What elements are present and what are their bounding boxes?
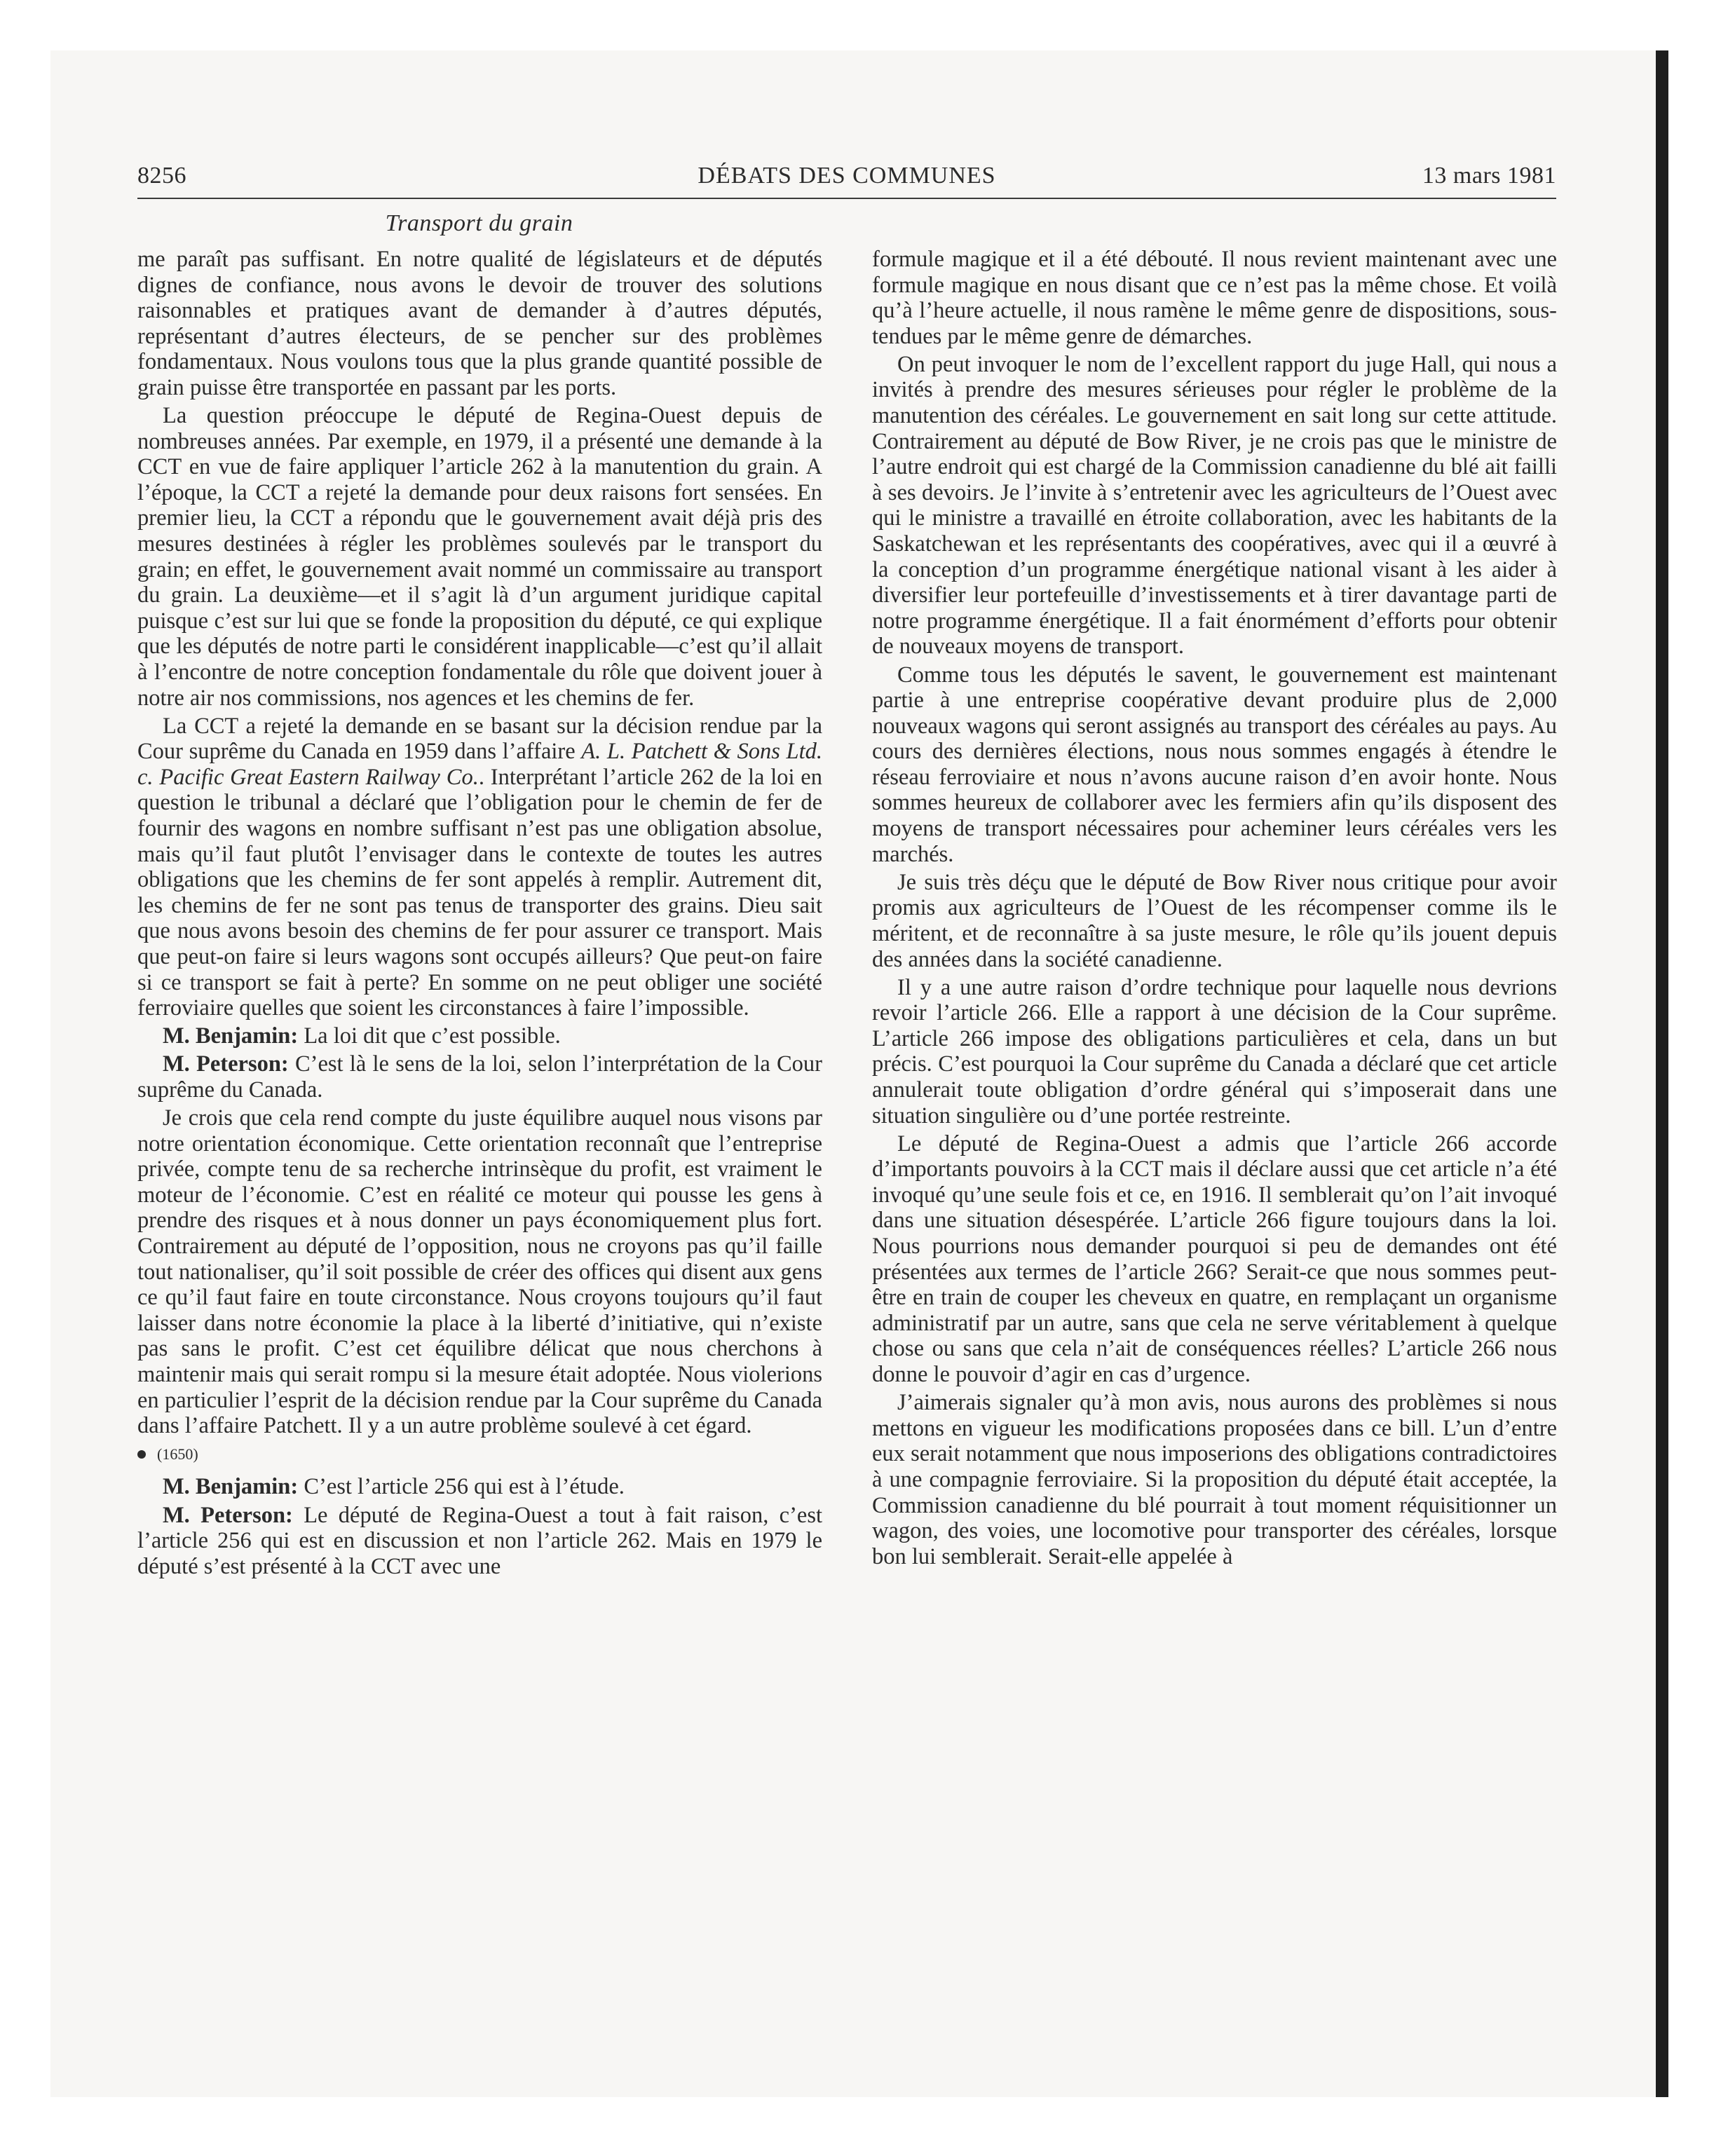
speaker-name: M. Peterson: [163,1502,293,1528]
speech-text: Le député de Regina-Ouest a tout à fait raison, c’est l’article 256 qui est en discussion et non l’article 262. Mais en 1979 le député s’est présenté à la CCT avec une [137,1502,823,1579]
paragraph: La question préoccupe le député de Regina-Ouest depuis de nombreuses années. Par exemple, en 1979, il a présenté une demande à la CCT en vue de faire appliquer l’article 262 à la manutention du grain. A l’époque, la CCT a rejeté la demande pour deux raisons fort sensées. En premier lieu, la CCT a répondu que le gouvernement avait déjà pris des mesures destinées à régler les problèmes soulevés par le transport du grain; en effet, le gouvernement avait nommé un commissaire au transport du grain. La deuxième—et il s’agit là d’un argument juridique capital puisque c’est sur lui que se fonde la proposition du député, ce qui explique que les députés de notre parti le considérent inapplicable—c’est qu’il allait à l’encontre de notre conception fondamentale du rôle que doivent jouer à notre air nos commissions, nos agences et les chemins de fer. [137,403,822,711]
time-marker [137,1442,822,1468]
time-stamp: (1650) [157,1445,198,1463]
speech [137,1051,822,1103]
text-run: La CCT a rejeté la demande en se basant sur la décision rendue par la Cour suprême du Canada en 1959 dans l’affaire [137,713,822,765]
speech [137,1023,822,1049]
speaker-name: M. Peterson: [163,1051,289,1077]
speech-text: C’est là le sens de la loi, selon l’interprétation de la Cour suprême du Canada. [137,1051,823,1103]
scan-edge-bar [1656,50,1668,2097]
case-citation: A. L. Patchett & Sons Ltd. c. Pacific Great Eastern Railway Co. [137,739,822,790]
text-run: . Interprétant l’article 262 de la loi en question le tribunal a déclaré que l’obligation pour le chemin de fer de fournir des wagons en nombre suffisant n’est pas une obligation absolue, mais qu’il faut plutôt l’envisager dans le contexte de toutes les autres obligations que les chemins de fer sont appelés à remplir. Autrement dit, les chemins de fer ne sont pas tenus de transporter des grains. Dieu sait que nous avons besoin des chemins de fer pour assurer ce transport. Mais que peut-on faire si leurs wagons sont occupés ailleurs? Que peut-on faire si ce transport se fait à perte? En somme on ne peut obliger une société ferroviaire quelles que soient les circonstances à faire l’impossible. [137,764,822,1021]
paragraph: Comme tous les députés le savent, le gouvernement est maintenant partie à une entreprise coopérative devant produire plus de 2,000 nouveaux wagons qui seront assignés au transport des céréales au pays. Au cours des dernières élections, nous nous sommes engagés à étendre le réseau ferroviaire et nous n’avons aucune raison d’en avoir honte. Nous sommes heureux de collaborer avec les fermiers afin qu’ils disposent des moyens de transport nécessaires pour acheminer leurs céréales vers les marchés. [872,662,1557,867]
publication-title: DÉBATS DES COMMUNES [698,163,996,189]
speech [137,1503,822,1580]
paragraph: J’aimerais signaler qu’à mon avis, nous aurons des problèmes si nous mettons en vigueur les modifications proposées dans ce bill. L’un d’entre eux serait notamment que nous imposerions des obligations contradictoires à une compagnie ferroviaire. Si la proposition du député était acceptée, la Commission canadienne du blé pourrait à tout moment réquisitionner un wagon, des voies, une locomotive pour transporter des céréales, lorsque bon lui semblerait. Serait-elle appelée à [872,1390,1557,1569]
speech [137,1474,822,1500]
paragraph: Je suis très déçu que le député de Bow River nous critique pour avoir promis aux agriculteurs de l’Ouest de les récompenser comme ils le méritent, et de reconnaître à sa juste mesure, le rôle qu’ils jouent depuis des années dans la société canadienne. [872,869,1557,972]
paragraph: Je crois que cela rend compte du juste équilibre auquel nous visons par notre orientation économique. Cette orientation reconnaît que l’entreprise privée, compte tenu de sa recherche intrinsèque du profit, est vraiment le moteur de l’économie. C’est en réalité ce moteur qui pousse les gens à prendre des risques et à nous donner un pays économiquement plus fort. Contrairement au député de l’opposition, nous ne croyons pas qu’il faille tout nationaliser, qu’il soit possible de créer des offices qui disent aux gens ce qu’il faut faire en toute circonstance. Nous croyons toujours qu’il faut laisser dans notre économie la place à la liberté d’initiative, qui n’existe pas sans le profit. C’est cet équilibre délicat que nous cherchons à maintenir mais qui serait rompu si la mesure était adoptée. Nous violerions en particulier l’esprit de la décision rendue par la Cour suprême du Canada dans l’affaire Patchett. Il y a un autre problème soulevé à cet égard. [137,1105,822,1439]
speech-text: La loi dit que c’est possible. [298,1023,561,1049]
page-date: 13 mars 1981 [1422,163,1556,189]
paragraph [137,714,822,1021]
speaker-name: M. Benjamin: [163,1474,299,1500]
speaker-name: M. Benjamin: [163,1023,299,1049]
page-number: 8256 [137,163,186,189]
paragraph: Le député de Regina-Ouest a admis que l’article 266 accorde d’importants pouvoirs à la CCT mais il déclare aussi que cet article n’a été invoqué qu’une seule fois et ce, en 1916. Il semblerait qu’on l’ait invoqué dans une situation désespérée. L’article 266 figure toujours dans la loi. Nous pourrions nous demander pourquoi si peu de demandes ont été présentées aux termes de l’article 266? Serait-ce que nous sommes peut-être en train de couper les cheveux en quatre, en remplaçant un organisme administratif par un autre, sans que cela ne serve véritablement à quelque chose ou sans que cela n’ait de conséquences réelles? L’article 266 nous donne le pouvoir d’agir en cas d’urgence. [872,1131,1557,1388]
bullet-icon [137,1450,146,1459]
paragraph: formule magique et il a été débouté. Il nous revient maintenant avec une formule magique en nous disant que ce n’est pas la même chose. Et voilà qu’à l’heure actuelle, il nous ramène le même genre de dispositions, sous-tendues par le même genre de démarches. [872,247,1557,349]
left-column [137,247,822,1582]
right-column [872,247,1557,1572]
paragraph: On peut invoquer le nom de l’excellent rapport du juge Hall, qui nous a invités à prendre des mesures sérieuses pour régler le problème de la manutention des céréales. Le gouvernement en sait long sur cette attitude. Contrairement au député de Bow River, je ne crois pas que le ministre de l’autre endroit qui est chargé de la Commission canadienne du blé ait failli à ses devoirs. Je l’invite à s’entretenir avec les agriculteurs de l’Ouest avec qui le ministre a travaillé en étroite collaboration, avec les habitants de la Saskatchewan et les représentants des coopératives, avec qui il a œuvré à la conception d’un programme énergétique national visant à les aider à diversifier leur portefeuille d’investissements et à tirer davantage parti de notre programme énergétique. Il a fait énormément d’efforts pour obtenir de nouveaux moyens de transport. [872,351,1557,660]
subject-heading: Transport du grain [385,210,573,236]
paragraph: Il y a une autre raison d’ordre technique pour laquelle nous devrions revoir l’article 266. Elle a rapport à une décision de la Cour suprême. L’article 266 impose des obligations particulières et cela, dans un but précis. C’est pourquoi la Cour suprême du Canada a déclaré que cet article annulerait toute obligation d’ordre général qui s’imposerait dans une situation singulière ou d’une portée restreinte. [872,974,1557,1128]
paragraph: me paraît pas suffisant. En notre qualité de législateurs et de députés dignes de confiance, nous avons le devoir de trouver des solutions raisonnables et pratiques avant de demander à d’autres députés, représentant d’autres électeurs, de se pencher sur des problèmes fondamentaux. Nous voulons tous que la plus grande quantité possible de grain puisse être transportée en passant par les ports. [137,247,822,400]
header-rule [137,198,1556,199]
page-header [137,163,1556,198]
speech-text: C’est l’article 256 qui est à l’étude. [298,1474,625,1500]
